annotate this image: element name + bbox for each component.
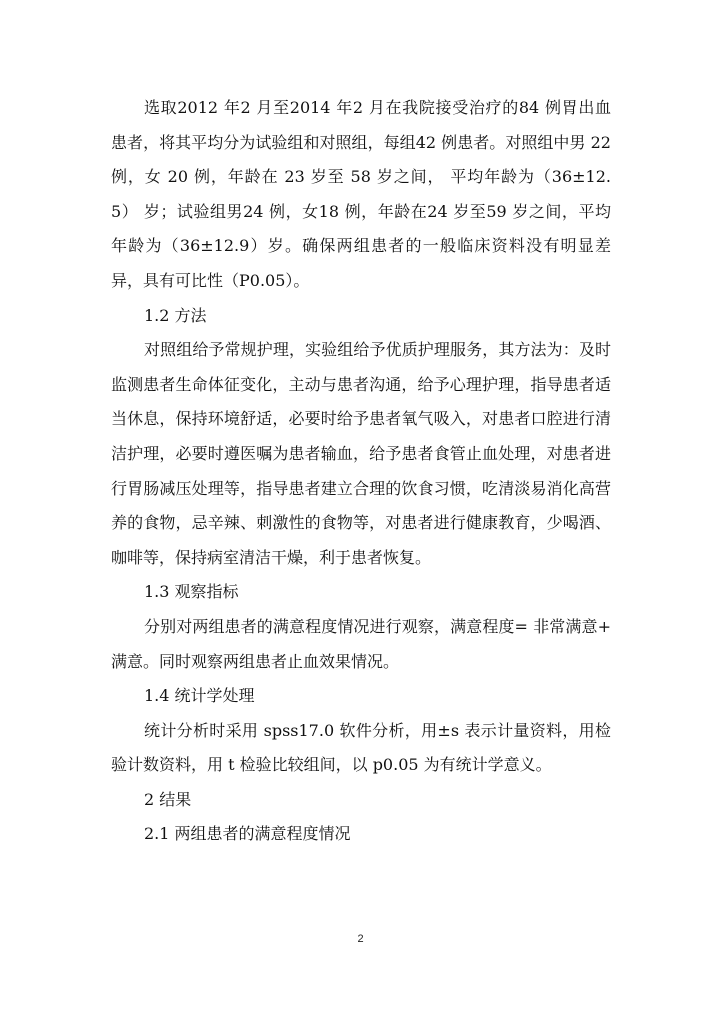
paragraph-observation-indicators: 分别对两组患者的满意程度情况进行观察，满意程度= 非常满意+ 满意。同时观察两组患者止血效果情况。	[111, 616, 611, 671]
document-body	[111, 91, 611, 852]
section-heading-observation-indicators: 1.3 观察指标	[144, 582, 239, 602]
section-heading-methods: 1.2 方法	[144, 305, 207, 325]
paragraph-patient-selection: 选取2012 年2 月至2014 年2 月在我院接受治疗的84 例胃出血患者，将其平均分为试验组和对照组，每组42 例患者。对照组中男 22 例，女 20 例，年龄在 23 岁至 58 岁之间， 平均年龄为（36±12.5） 岁；试验组男24 例，女18 例，年龄在24 岁至59 岁之间，平均年龄为（36±12.9）岁。确保两组患者的一般临床资料没有明显差异，具有可比性（P0.05）。	[111, 98, 611, 290]
section-heading-results: 2 结果	[144, 789, 192, 809]
paragraph-methods: 对照组给予常规护理，实验组给予优质护理服务，其方法为：及时监测患者生命体征变化，主动与患者沟通，给予心理护理，指导患者适当休息，保持环境舒适，必要时给予患者氧气吸入，对患者口腔进行清洁护理，必要时遵医嘱为患者输血，给予患者食管止血处理，对患者进行胃肠减压处理等，指导患者建立合理的饮食习惯，吃清淡易消化高营养的食物，忌辛辣、刺激性的食物等，对患者进行健康教育，少喝酒、咖啡等，保持病室清洁干燥，利于患者恢复。	[111, 340, 611, 567]
page-number: 2	[357, 933, 364, 945]
paragraph-statistics: 统计分析时采用 spss17.0 软件分析，用±s 表示计量资料，用检验计数资料，用 t 检验比较组间，以 p0.05 为有统计学意义。	[111, 720, 611, 775]
section-heading-satisfaction: 2.1 两组患者的满意程度情况	[144, 824, 351, 844]
section-heading-statistics: 1.4 统计学处理	[144, 686, 255, 706]
